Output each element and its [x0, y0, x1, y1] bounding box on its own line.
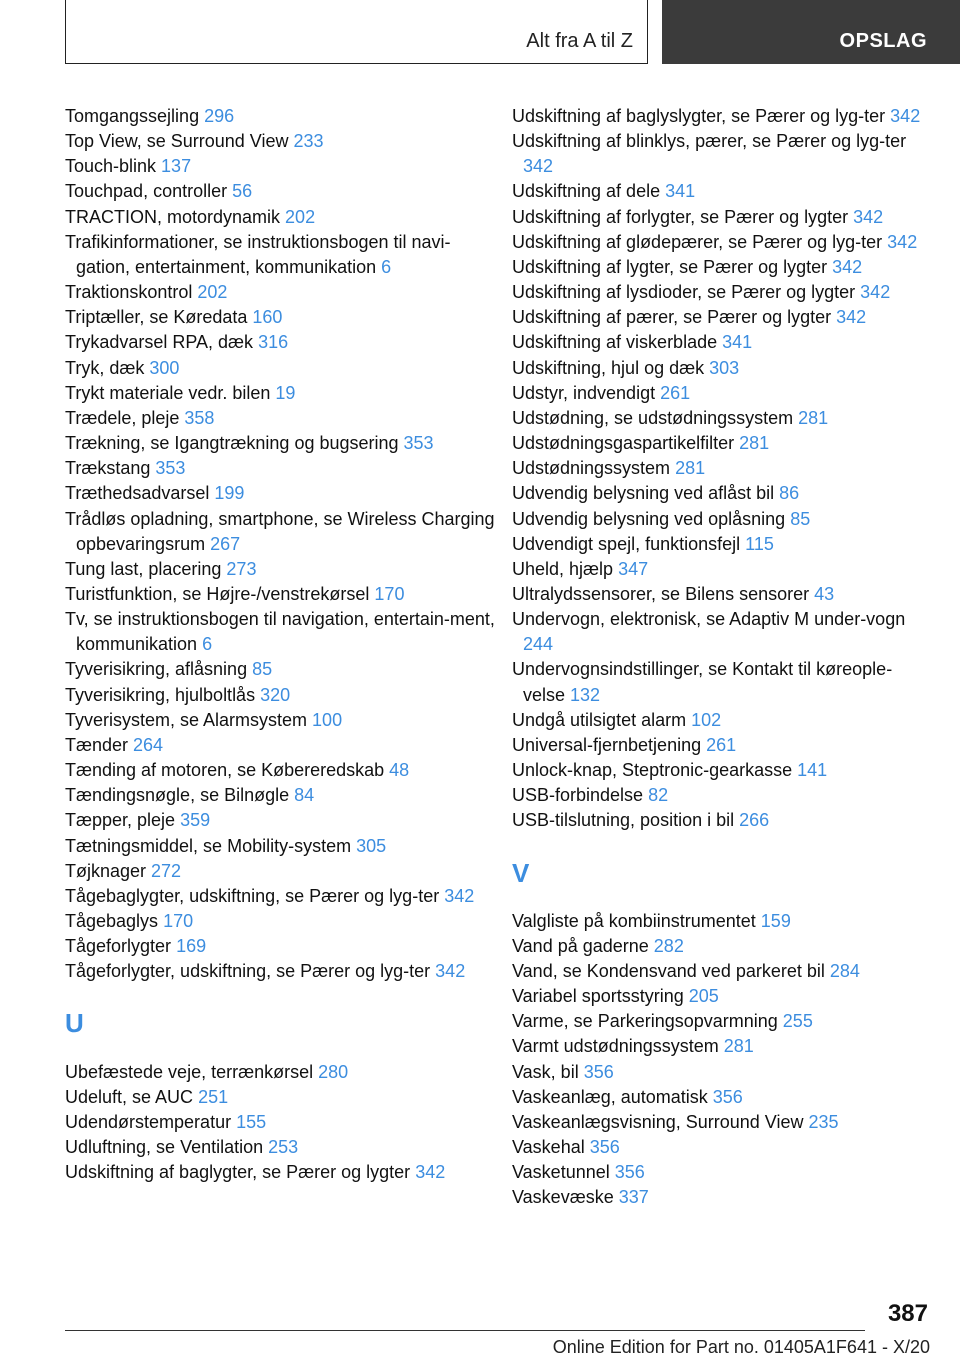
index-entry-term: USB-tilslutning, position i bil [512, 810, 740, 831]
index-entry [65, 356, 495, 381]
index-page-link[interactable]: 141 [797, 760, 828, 781]
index-entry-term: Tryk, dæk [65, 357, 150, 378]
index-entry [65, 808, 495, 833]
index-entry [65, 683, 495, 708]
index-entry [65, 708, 495, 733]
index-entry [512, 1160, 932, 1185]
index-entry-term: Udskiftning af dele [512, 181, 666, 202]
index-entry-term: Trafikinformationer, se instruktionsbogen til navi‐gation, entertainment, kommunikation [65, 231, 451, 277]
index-entry-term: Varme, se Parkeringsopvarmning [512, 1011, 783, 1032]
index-entry-term: Ultralydssensorer, se Bilens sensorer [512, 583, 815, 604]
index-entry [512, 1185, 932, 1210]
index-entry [512, 406, 932, 431]
index-entry [512, 507, 932, 532]
index-entry [512, 330, 932, 355]
index-page-link[interactable]: 82 [648, 785, 669, 806]
index-page-link[interactable]: 353 [403, 433, 434, 454]
index-page-link[interactable]: 316 [258, 332, 289, 353]
index-page-link[interactable]: 102 [691, 709, 722, 730]
index-entry-term: Udendørstemperatur [65, 1111, 237, 1132]
index-entry [65, 783, 495, 808]
index-entry-term: Tågebaglys [65, 911, 164, 931]
index-entry [512, 1110, 932, 1135]
index-entry [65, 456, 495, 481]
index-page-link[interactable]: 132 [570, 684, 601, 705]
index-entry-term: Uheld, hjælp [512, 558, 619, 579]
index-page-link[interactable]: 337 [618, 1187, 649, 1208]
index-page-link[interactable]: 341 [665, 181, 696, 202]
index-letter-heading: V [512, 857, 530, 888]
index-page-link[interactable]: 56 [232, 181, 253, 202]
index-entry [65, 205, 495, 230]
section-label: Alt fra A til Z [526, 30, 633, 52]
index-entry-term: Udluftning, se Ventilation [65, 1137, 269, 1158]
index-page-link[interactable]: 137 [161, 156, 192, 177]
index-entry-term: Vaskehal [512, 1137, 590, 1158]
index-page-link[interactable]: 253 [268, 1137, 299, 1158]
index-page-link[interactable]: 359 [180, 810, 211, 831]
index-entry-term: Touch-blink [65, 156, 162, 177]
index-page-link[interactable]: 267 [210, 533, 241, 554]
index-entry-term: Unlock-knap, Steptronic-gearkasse [512, 760, 798, 781]
index-page-link[interactable]: 6 [202, 634, 213, 655]
index-page-link[interactable]: 305 [356, 835, 387, 856]
index-page-link[interactable]: 281 [739, 433, 770, 454]
index-entry-term: Udskiftning af viskerblade [512, 332, 723, 353]
index-entry-term: Undervognsindstillinger, se Kontakt til køreople‐velse [512, 659, 893, 705]
index-column-right [512, 104, 932, 1211]
index-entry [65, 381, 495, 406]
index-page-link[interactable]: 155 [236, 1111, 267, 1132]
index-page-link[interactable]: 342 [887, 231, 918, 252]
index-page-link[interactable]: 160 [252, 307, 283, 328]
index-entry [512, 255, 932, 280]
footer-divider [65, 1330, 865, 1331]
index-entry [65, 758, 495, 783]
index-entry [512, 557, 932, 582]
index-entry [512, 657, 932, 707]
index-page-link[interactable]: 6 [381, 256, 392, 277]
index-entry-term: Udskiftning af forlygter, se Pærer og lygter [512, 206, 854, 227]
index-entry [65, 557, 495, 582]
index-entry-term: Tågebaglygter, udskiftning, se Pærer og lyg‐ter [65, 885, 445, 906]
index-entry [512, 431, 932, 456]
index-entry [512, 758, 932, 783]
index-page-link[interactable]: 233 [293, 131, 324, 152]
index-entry-term: Tv, se instruktionsbogen til navigation, entertain‐ment, kommunikation [65, 609, 495, 655]
index-page-link[interactable]: 353 [155, 458, 186, 479]
index-page-link[interactable]: 48 [389, 760, 410, 781]
index-entry-term: Tomgangssejling [65, 106, 205, 126]
index-page-link[interactable]: 356 [583, 1061, 614, 1082]
index-entry-term: Vand på gaderne [512, 935, 654, 956]
index-page-link[interactable]: 199 [214, 483, 245, 504]
index-entry [512, 783, 932, 808]
index-entry [512, 959, 932, 984]
index-entry [65, 859, 495, 884]
index-page-link[interactable]: 85 [252, 659, 273, 680]
index-page-link[interactable]: 347 [618, 558, 649, 579]
chapter-tab [662, 0, 960, 64]
index-column-left [65, 104, 495, 1185]
index-page-link[interactable]: 100 [312, 709, 343, 730]
index-entry [512, 381, 932, 406]
index-page-link[interactable]: 342 [444, 885, 475, 906]
index-entry [512, 909, 932, 934]
index-entry [512, 205, 932, 230]
index-entry-term: Tyverisystem, se Alarmsystem [65, 709, 313, 730]
index-page-link[interactable]: 202 [285, 206, 316, 227]
index-page-link[interactable]: 273 [226, 558, 257, 579]
index-entry-term: Tågeforlygter [65, 936, 177, 957]
index-page-link[interactable]: 342 [415, 1162, 446, 1183]
index-entry-term: Trækstang [65, 458, 156, 479]
index-entry-term: Variabel sportsstyring [512, 986, 689, 1007]
index-page-link[interactable]: 281 [723, 1036, 754, 1057]
index-page-link[interactable]: 303 [709, 357, 740, 378]
index-entry [65, 1060, 495, 1085]
index-page-link[interactable]: 255 [782, 1011, 813, 1032]
index-entry-term: Udskiftning af glødepærer, se Pærer og lyg‐ter [512, 231, 888, 252]
index-entry-term: Ubefæstede veje, terrænkørsel [65, 1061, 319, 1082]
index-entry-term: Triptæller, se Køredata [65, 307, 253, 328]
index-entry [512, 1009, 932, 1034]
index-page-link[interactable]: 342 [832, 256, 863, 277]
index-entry [512, 1060, 932, 1085]
index-entry [65, 733, 495, 758]
index-entry-term: Tætningsmiddel, se Mobility-system [65, 835, 357, 856]
index-page-link[interactable]: 264 [133, 734, 164, 755]
index-entry-term: Vaskeanlæg, automatisk [512, 1086, 713, 1107]
index-entry-term: Udskiftning af lysdioder, se Pærer og lygter [512, 282, 861, 303]
index-entry [512, 808, 932, 833]
index-page-link[interactable]: 284 [829, 960, 860, 981]
index-entry-term: Vand, se Kondensvand ved parkeret bil [512, 960, 830, 981]
index-entry [65, 607, 495, 657]
index-entry [65, 406, 495, 431]
index-entry-term: Udstødning, se udstødningssystem [512, 407, 799, 428]
index-entry [65, 909, 495, 934]
index-letter-heading: U [65, 1008, 84, 1039]
index-entry [512, 1135, 932, 1160]
index-entry [65, 481, 495, 506]
index-entry [65, 834, 495, 859]
index-page-link[interactable]: 84 [294, 785, 315, 806]
index-entry-term: Udskiftning, hjul og dæk [512, 357, 710, 378]
index-entry-term: Vaskeanlægsvisning, Surround View [512, 1111, 809, 1132]
index-page-link[interactable]: 342 [860, 282, 891, 303]
index-entry-term: Trædele, pleje [65, 407, 185, 428]
index-entry [65, 230, 495, 280]
index-page-link[interactable]: 202 [197, 282, 228, 303]
index-entry-term: Udskiftning af pærer, se Pærer og lygter [512, 307, 837, 328]
index-entry-term: Trykadvarsel RPA, dæk [65, 332, 259, 353]
index-entry-term: Træthedsadvarsel [65, 483, 215, 504]
page-number: 387 [887, 1300, 928, 1327]
index-entry-term: Tung last, placering [65, 558, 227, 579]
page-header [0, 0, 960, 66]
index-page-link[interactable]: 342 [523, 156, 554, 177]
index-page-link[interactable]: 358 [184, 407, 215, 428]
index-entry [65, 582, 495, 607]
index-page-link[interactable]: 342 [890, 106, 921, 126]
index-entry-term: Tågeforlygter, udskiftning, se Pærer og lyg‐ter [65, 961, 436, 982]
index-page-link[interactable]: 169 [176, 936, 207, 957]
index-entry [512, 104, 932, 129]
index-entry [512, 1034, 932, 1059]
index-entry [65, 179, 495, 204]
index-page-link[interactable]: 356 [712, 1086, 743, 1107]
index-entry [512, 356, 932, 381]
index-entry [65, 934, 495, 959]
index-entry-term: Top View, se Surround View [65, 131, 294, 152]
index-page-link[interactable]: 86 [779, 483, 800, 504]
index-entry-term: Udstyr, indvendigt [512, 382, 661, 403]
index-entry-term: Udskiftning af baglyslygter, se Pærer og lyg‐ter [512, 106, 891, 126]
index-entry-term: Tyverisikring, aflåsning [65, 659, 253, 680]
index-page-link[interactable]: 296 [204, 106, 235, 126]
index-page-link[interactable]: 282 [653, 935, 684, 956]
index-page-link[interactable]: 170 [163, 911, 194, 931]
index-entry-term: Tøjknager [65, 860, 152, 881]
index-page-link[interactable]: 261 [706, 734, 737, 755]
index-entry [512, 305, 932, 330]
index-entry-term: Trækning, se Igangtrækning og bugsering [65, 433, 404, 454]
index-entry-term: Tænding af motoren, se Købereredskab [65, 760, 390, 781]
index-entry [65, 431, 495, 456]
index-page-link[interactable]: 205 [688, 986, 719, 1007]
chapter-label: OPSLAG [839, 30, 927, 52]
index-entry-term: Udskiftning af blinklys, pærer, se Pærer og lyg‐ter [512, 131, 907, 152]
index-entry [512, 984, 932, 1009]
index-page-link[interactable]: 272 [151, 860, 182, 881]
index-page-link[interactable]: 19 [275, 382, 296, 403]
index-entry [65, 1160, 495, 1185]
footer-edition-text: Online Edition for Part no. 01405A1F641 - X/20 [552, 1337, 930, 1357]
index-entry [65, 1085, 495, 1110]
index-entry [512, 1085, 932, 1110]
index-entry-term: Valgliste på kombiinstrumentet [512, 910, 761, 931]
index-entry-term: Tændingsnøgle, se Bilnøgle [65, 785, 295, 806]
index-entry-term: Vask, bil [512, 1061, 584, 1082]
index-entry [512, 934, 932, 959]
index-entry-term: TRACTION, motordynamik [65, 206, 286, 227]
index-entry-term: Vaskevæske [512, 1187, 619, 1208]
index-entry-term: Udstødningsgaspartikelfilter [512, 433, 740, 454]
index-entry-term: Udskiftning af baglygter, se Pærer og lygter [65, 1162, 416, 1183]
index-page-link[interactable]: 251 [198, 1086, 229, 1107]
index-entry [65, 104, 495, 129]
index-page-link[interactable]: 356 [589, 1137, 620, 1158]
index-page-link[interactable]: 261 [660, 382, 691, 403]
index-entry-term: USB-forbindelse [512, 785, 649, 806]
index-page-link[interactable]: 115 [745, 533, 774, 554]
index-page-link[interactable]: 266 [739, 810, 770, 831]
index-entry [512, 230, 932, 255]
index-entry [512, 179, 932, 204]
index-entry [512, 532, 932, 557]
index-entry [65, 884, 495, 909]
index-entry-term: Touchpad, controller [65, 181, 233, 202]
index-entry-term: Trykt materiale vedr. bilen [65, 382, 276, 403]
index-page-link[interactable]: 341 [722, 332, 753, 353]
index-entry-term: Traktionskontrol [65, 282, 198, 303]
index-entry-term: Trådløs opladning, smartphone, se Wireless Charging opbevaringsrum [65, 508, 495, 554]
index-entry-term: Udeluft, se AUC [65, 1086, 199, 1107]
index-entry-term: Vasketunnel [512, 1162, 615, 1183]
index-entry [512, 607, 932, 657]
index-page-link[interactable]: 280 [318, 1061, 349, 1082]
index-page-link[interactable]: 43 [814, 583, 835, 604]
index-entry [65, 1110, 495, 1135]
index-page-link[interactable]: 342 [836, 307, 867, 328]
index-entry [65, 507, 495, 557]
section-tab [65, 0, 648, 64]
index-entry [512, 582, 932, 607]
index-entry [65, 305, 495, 330]
index-page-link[interactable]: 281 [798, 407, 829, 428]
index-entry-term: Tæpper, pleje [65, 810, 181, 831]
index-entry-term: Udvendigt spejl, funktionsfejl [512, 533, 746, 554]
index-entry-term: Tænder [65, 734, 134, 755]
index-page-link[interactable]: 235 [808, 1111, 839, 1132]
index-page-link[interactable]: 244 [523, 634, 554, 655]
index-entry-term: Udskiftning af lygter, se Pærer og lygter [512, 256, 833, 277]
index-entry-term: Undgå utilsigtet alarm [512, 709, 692, 730]
index-entry [512, 708, 932, 733]
index-page-link[interactable]: 85 [790, 508, 811, 529]
index-entry [65, 1135, 495, 1160]
index-page-link[interactable]: 320 [260, 684, 291, 705]
index-page-link[interactable]: 170 [374, 583, 405, 604]
index-entry-term: Udvendig belysning ved aflåst bil [512, 483, 780, 504]
index-entry [65, 657, 495, 682]
index-entry-term: Udvendig belysning ved oplåsning [512, 508, 791, 529]
index-entry [65, 129, 495, 154]
index-entry [512, 280, 932, 305]
index-entry [65, 280, 495, 305]
index-entry-term: Universal-fjernbetjening [512, 734, 707, 755]
index-entry-term: Udstødningssystem [512, 458, 676, 479]
index-entry [65, 330, 495, 355]
index-page-link[interactable]: 342 [435, 961, 466, 982]
index-entry [512, 481, 932, 506]
index-page-link[interactable]: 356 [614, 1162, 645, 1183]
index-entry [512, 733, 932, 758]
index-entry [65, 959, 495, 984]
index-entry-term: Turistfunktion, se Højre-/venstrekørsel [65, 583, 375, 604]
index-entry-term: Varmt udstødningssystem [512, 1036, 724, 1057]
index-entry-term: Undervogn, elektronisk, se Adaptiv M under‐vogn [512, 609, 906, 630]
index-page-link[interactable]: 342 [853, 206, 884, 227]
index-entry-term: Tyverisikring, hjulboltlås [65, 684, 261, 705]
index-entry [512, 456, 932, 481]
index-entry [512, 129, 932, 179]
index-page-link[interactable]: 159 [760, 910, 791, 931]
index-page-link[interactable]: 300 [149, 357, 180, 378]
index-entry [65, 154, 495, 179]
index-page-link[interactable]: 281 [675, 458, 706, 479]
